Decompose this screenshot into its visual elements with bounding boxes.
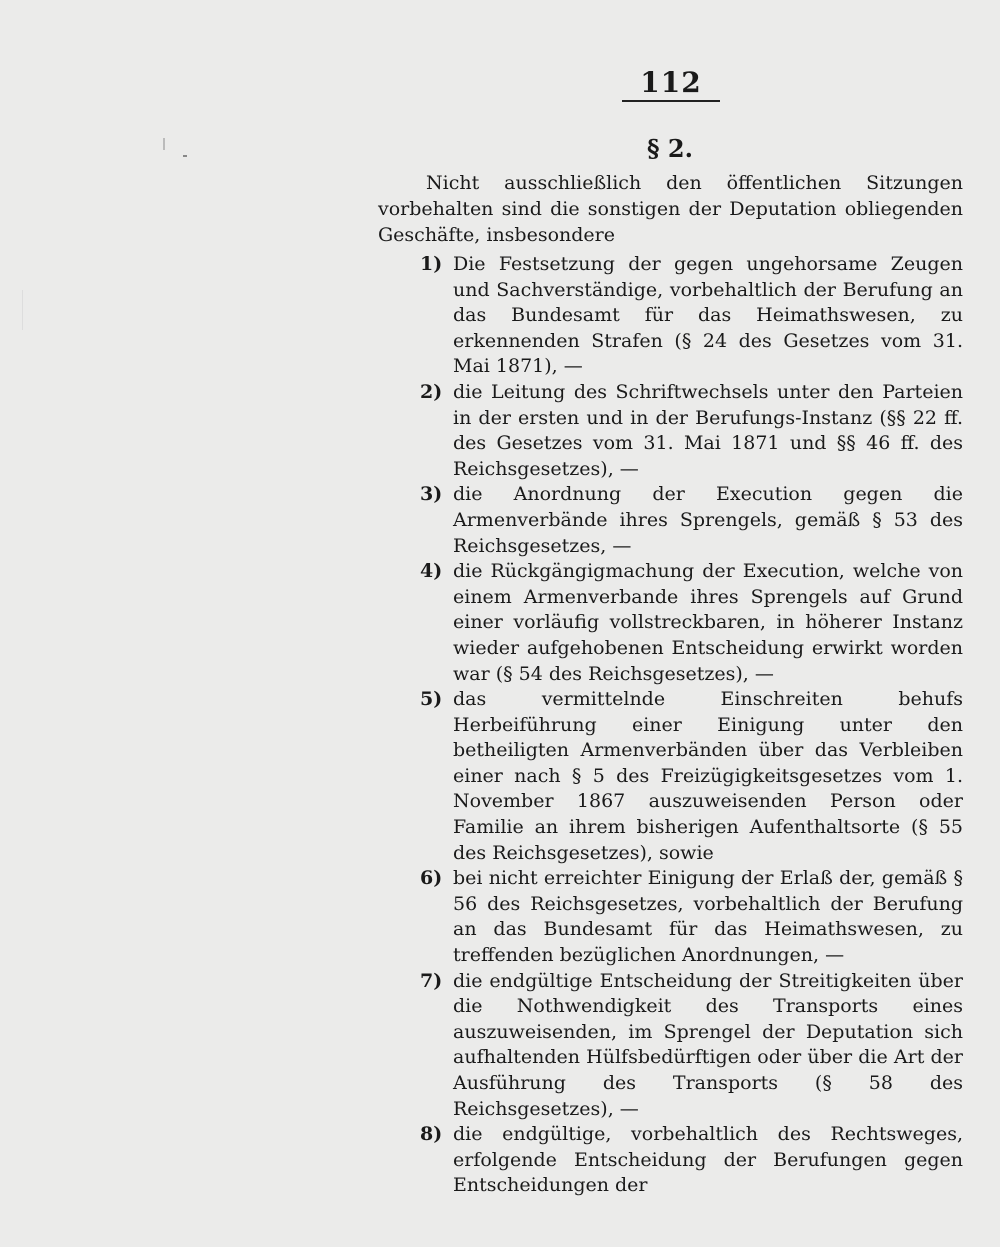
- item-number: 3): [420, 483, 443, 506]
- item-text: die Rückgängigmachung der Execution, welche von einem Armenverbande ihres Sprengels auf Grund einer vorläufig vollstreckbaren, in höherer Instanz wieder aufgehobenen Entscheidung erwirkt worden war (§ 54 des Reichsgesetzes), —: [453, 560, 963, 685]
- provision-list: [420, 252, 963, 1199]
- list-item: [420, 687, 963, 866]
- list-item: [420, 380, 963, 482]
- paper-speck: [183, 155, 187, 157]
- page-number: 112: [640, 66, 702, 99]
- list-item: [420, 1122, 963, 1199]
- item-number: 7): [420, 969, 443, 992]
- item-number: 5): [420, 688, 443, 711]
- item-text: die endgültige, vorbehaltlich des Rechtsweges, erfolgende Entscheidung der Berufungen gegen Entscheidungen der: [453, 1123, 963, 1197]
- item-text: die endgültige Entscheidung der Streitigkeiten über die Nothwendigkeit des Transports eines auszuweisenden, im Sprengel der Deputation sich aufhaltenden Hülfsbedürftigen oder über die Art der Ausführung des Transports (§ 58 des Reichsgesetzes), —: [453, 969, 963, 1120]
- list-item: [420, 969, 963, 1123]
- item-number: 2): [420, 380, 443, 403]
- item-text: das vermittelnde Einschreiten behufs Herbeiführung einer Einigung unter den betheiligten Armenverbänden über das Verbleiben einer nach § 5 des Freizügigkeitsgesetzes vom 1. November 1867 auszuweisenden Person oder Familie an ihrem bisherigen Aufenthaltsorte (§ 55 des Reichsgesetzes), sowie: [453, 688, 963, 864]
- paper-speck: [22, 290, 23, 330]
- list-item: [420, 559, 963, 687]
- list-item: [420, 252, 963, 380]
- item-text: die Leitung des Schriftwechsels unter den Parteien in der ersten und in der Berufungs-Instanz (§§ 22 ff. des Gesetzes vom 31. Mai 1871 und §§ 46 ff. des Reichsgesetzes), —: [453, 380, 963, 480]
- item-number: 1): [420, 253, 443, 275]
- item-text: Die Festsetzung der gegen ungehorsame Zeugen und Sachverständige, vorbehaltlich der Berufung an das Bundesamt für das Heimathswesen, zu erkennenden Strafen (§ 24 des Gesetzes vom 31. Mai 1871), —: [453, 253, 963, 378]
- list-item: [420, 482, 963, 559]
- list-item: [420, 866, 963, 968]
- item-text: die Anordnung der Execution gegen die Armenverbände ihres Sprengels, gemäß § 53 des Reichsgesetzes, —: [453, 483, 963, 557]
- page-number-rule: [622, 100, 720, 102]
- intro-paragraph: Nicht ausschließlich den öffentlichen Sitzungen vorbehalten sind die sonstigen der Deputation obliegenden Geschäfte, insbesondere: [378, 172, 963, 246]
- item-text: bei nicht erreichter Einigung der Erlaß der, gemäß § 56 des Reichsgesetzes, vorbehaltlich der Berufung an das Bundesamt für das Heimathswesen, zu treffenden bezüglichen Anordnungen, —: [453, 867, 963, 967]
- paper-speck: [163, 138, 165, 150]
- item-number: 6): [420, 867, 443, 890]
- section-heading: § 2.: [647, 134, 693, 163]
- item-number: 4): [420, 560, 443, 583]
- item-number: 8): [420, 1123, 443, 1146]
